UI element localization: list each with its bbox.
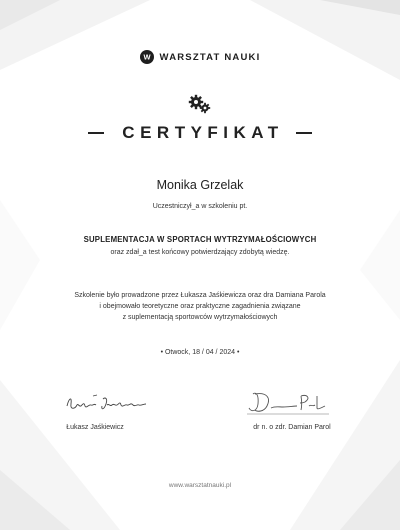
- logo-text: WARSZTAT NAUKI: [159, 51, 261, 63]
- logo-mark-letter: W: [143, 52, 151, 62]
- logo-mark-icon: [140, 50, 154, 64]
- title-dash-right: [296, 132, 312, 134]
- certificate-title: CERTYFIKAT: [122, 123, 284, 142]
- title-row: [0, 123, 400, 143]
- participated-text: Uczestniczył_a w szkoleniu pt.: [152, 203, 248, 210]
- footer-url[interactable]: www.warsztatnauki.pl: [168, 482, 232, 489]
- logo: [0, 50, 400, 64]
- date-line: • Otwock, 18 / 04 / 2024 •: [160, 349, 240, 356]
- signature-right-image: [245, 388, 335, 418]
- recipient-name: Monika Grzelak: [156, 178, 244, 192]
- description-line: z suplementacją sportowców wytrzymałościowych: [122, 313, 278, 321]
- description: [0, 291, 400, 323]
- gears-icon: [0, 94, 400, 114]
- signature-left-image: [63, 392, 153, 416]
- passed-text: oraz zdał_a test końcowy potwierdzający zdobytą wiedzę.: [110, 249, 290, 256]
- signature-left-name: Łukasz Jaśkiewicz: [66, 424, 124, 431]
- course-title: SUPLEMENTACJA W SPORTACH WYTRZYMAŁOŚCIOWYCH: [83, 235, 317, 244]
- title-dash-left: [88, 132, 104, 134]
- description-line: i obejmowało teoretyczne oraz praktyczne zagadnienia związane: [99, 302, 301, 310]
- description-line: Szkolenie było prowadzone przez Łukasza Jaśkiewicza oraz dra Damiana Parola: [74, 292, 326, 299]
- signature-right-name: dr n. o zdr. Damian Parol: [253, 424, 331, 431]
